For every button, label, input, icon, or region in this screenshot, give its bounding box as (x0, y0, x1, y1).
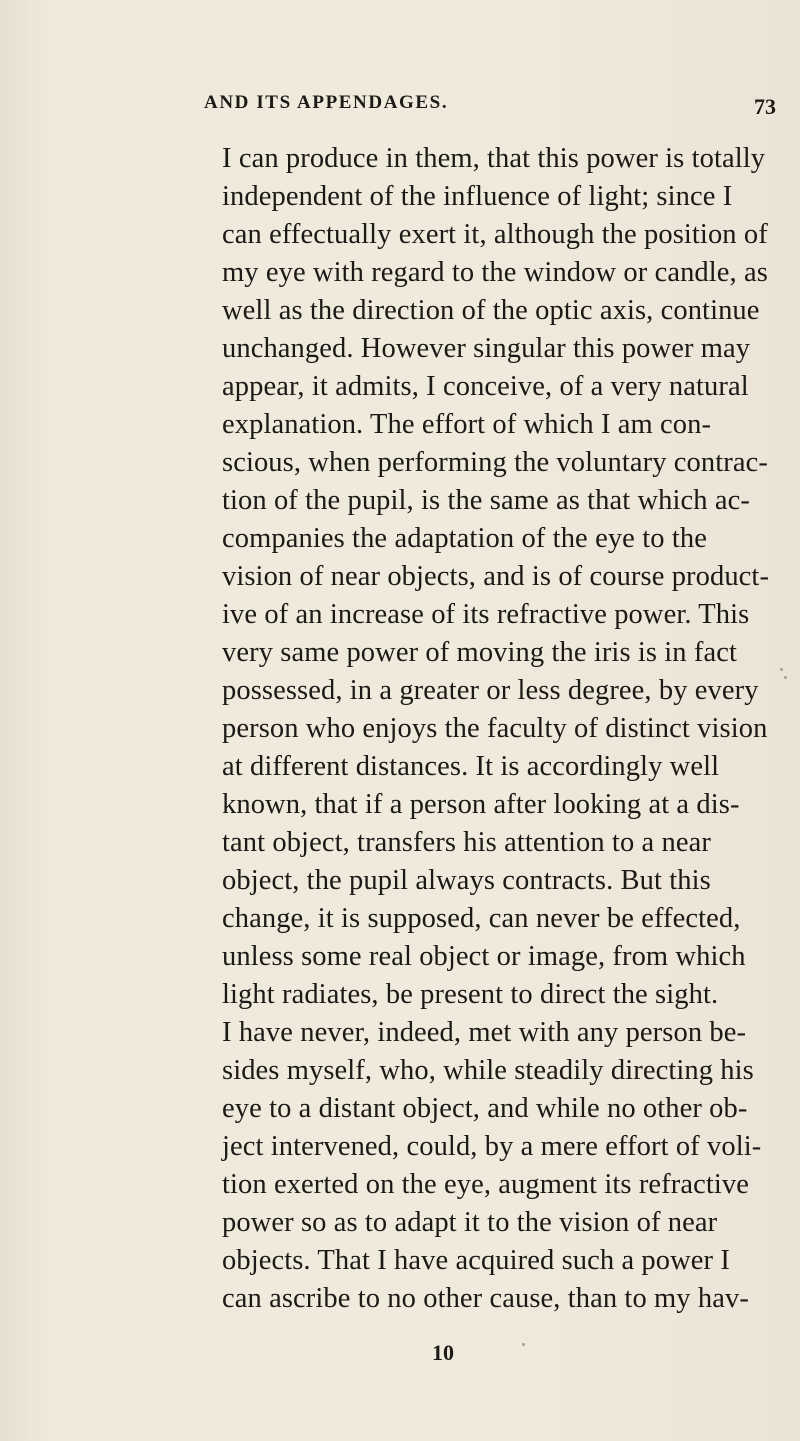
page-number: 73 (754, 94, 776, 119)
text-line: appear, it admits, I conceive, of a very natural (222, 371, 749, 402)
text-line: can effectually exert it, although the position of (222, 219, 768, 250)
text-line: very same power of moving the iris is in fact (222, 637, 737, 668)
text-line: unless some real object or image, from which (222, 941, 746, 972)
text-line: known, that if a person after looking at a dis- (222, 789, 740, 820)
text-line: power so as to adapt it to the vision of near (222, 1207, 718, 1238)
signature-mark: 10 (432, 1340, 454, 1365)
text-line: ive of an increase of its refractive power. This (222, 599, 750, 630)
text-line: explanation. The effort of which I am con- (222, 409, 712, 440)
text-line: sides myself, who, while steadily directing his (222, 1055, 754, 1086)
text-line: change, it is supposed, can never be effected, (222, 903, 741, 934)
text-line: companies the adaptation of the eye to the (222, 523, 707, 554)
text-line: person who enjoys the faculty of distinct vision (222, 713, 768, 744)
text-line: unchanged. However singular this power may (222, 333, 751, 364)
text-line: ject intervened, could, by a mere effort of voli- (222, 1131, 762, 1162)
text-line: scious, when performing the voluntary contrac- (222, 447, 768, 478)
text-line: I have never, indeed, met with any person be- (222, 1017, 747, 1048)
running-head (0, 92, 800, 122)
text-line: tion of the pupil, is the same as that which ac- (222, 485, 750, 516)
text-line: possessed, in a greater or less degree, by every (222, 675, 759, 706)
paper-speck (784, 676, 787, 679)
text-line: can ascribe to no other cause, than to my hav- (222, 1283, 749, 1314)
text-line: objects. That I have acquired such a power I (222, 1245, 730, 1276)
text-line: vision of near objects, and is of course product- (222, 561, 770, 592)
paper-speck (780, 668, 783, 671)
text-line: tant object, transfers his attention to a near (222, 827, 711, 858)
text-line: well as the direction of the optic axis, continue (222, 295, 760, 326)
paper-speck (522, 1343, 525, 1346)
text-line: at different distances. It is accordingly well (222, 751, 720, 782)
text-line: my eye with regard to the window or candle, as (222, 257, 768, 288)
text-line: object, the pupil always contracts. But this (222, 865, 711, 896)
text-line: tion exerted on the eye, augment its refractive (222, 1169, 749, 1200)
running-title: AND ITS APPENDAGES. (204, 92, 449, 113)
text-line: I can produce in them, that this power is totally (222, 143, 766, 174)
text-line: eye to a distant object, and while no other ob- (222, 1093, 748, 1124)
text-line: independent of the influence of light; since I (222, 181, 733, 212)
text-line: light radiates, be present to direct the sight. (222, 979, 719, 1010)
